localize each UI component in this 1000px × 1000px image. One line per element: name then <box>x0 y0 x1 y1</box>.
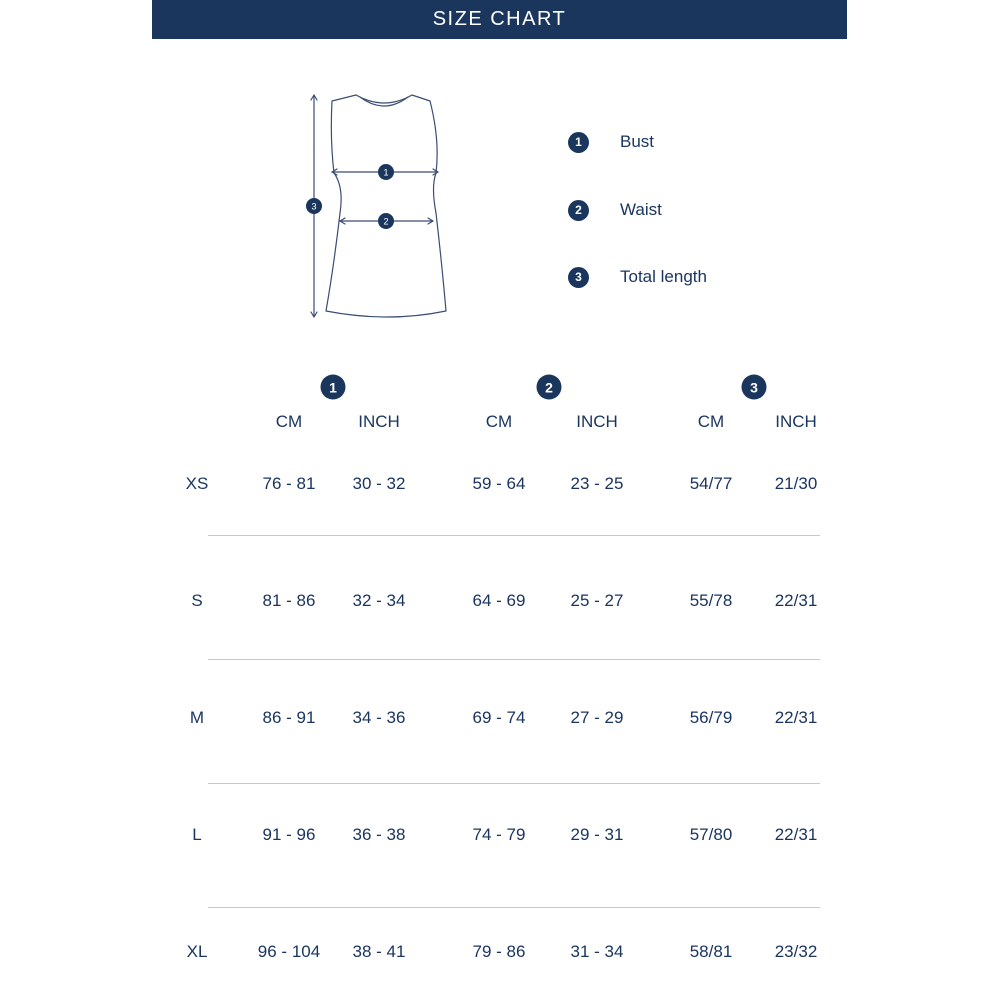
table-cell: 57/80 <box>689 825 733 844</box>
table-cell: 36 - 38 <box>352 825 406 844</box>
header-title: SIZE CHART <box>432 8 567 30</box>
table-cell: 22/31 <box>774 825 818 844</box>
size-label: XL <box>186 942 208 961</box>
legend-badge: 2 <box>568 200 589 221</box>
size-label: S <box>191 591 203 610</box>
legend-item-waist <box>568 199 662 221</box>
table-cell: 69 - 74 <box>472 708 526 727</box>
table-cell: 23 - 25 <box>570 474 624 493</box>
table-cell: 32 - 34 <box>352 591 406 610</box>
group-badge-bust: 1 <box>321 375 346 400</box>
table-cell: 81 - 86 <box>262 591 316 610</box>
table-cell: 64 - 69 <box>472 591 526 610</box>
unit-header: INCH <box>576 412 618 431</box>
size-label: L <box>192 825 202 844</box>
table-cell: 27 - 29 <box>570 708 624 727</box>
unit-header: INCH <box>775 412 817 431</box>
table-cell: 30 - 32 <box>352 474 406 493</box>
legend-label: Waist <box>620 200 662 219</box>
row-divider <box>208 535 820 536</box>
svg-text:1: 1 <box>383 167 389 178</box>
table-cell: 55/78 <box>689 591 733 610</box>
table-cell: 29 - 31 <box>570 825 624 844</box>
group-badge-waist: 2 <box>537 375 562 400</box>
unit-header: CM <box>485 412 513 431</box>
dress-outline-icon <box>300 85 460 325</box>
unit-header: CM <box>697 412 725 431</box>
svg-text:2: 2 <box>383 216 389 227</box>
table-cell: 56/79 <box>689 708 733 727</box>
table-cell: 23/32 <box>774 942 818 961</box>
legend-label: Bust <box>620 132 655 151</box>
table-cell: 58/81 <box>689 942 733 961</box>
svg-text:3: 3 <box>311 201 317 212</box>
row-divider <box>208 907 820 908</box>
row-divider <box>208 659 820 660</box>
legend-item-bust <box>568 131 655 153</box>
table-cell: 54/77 <box>689 474 733 493</box>
table-cell: 76 - 81 <box>262 474 316 493</box>
unit-header: CM <box>275 412 303 431</box>
legend-label: Total length <box>620 267 707 286</box>
table-cell: 59 - 64 <box>472 474 526 493</box>
legend-badge: 3 <box>568 267 589 288</box>
table-cell: 38 - 41 <box>352 942 406 961</box>
waist-marker <box>378 213 394 229</box>
table-cell: 31 - 34 <box>570 942 624 961</box>
table-cell: 91 - 96 <box>262 825 316 844</box>
table-cell: 79 - 86 <box>472 942 526 961</box>
table-cell: 34 - 36 <box>352 708 406 727</box>
size-label: M <box>189 708 205 727</box>
bust-marker <box>378 164 394 180</box>
legend-badge: 1 <box>568 132 589 153</box>
legend-item-total-length <box>568 266 707 288</box>
table-cell: 22/31 <box>774 708 818 727</box>
table-cell: 21/30 <box>774 474 818 493</box>
size-label: XS <box>185 474 209 493</box>
garment-diagram <box>300 85 460 325</box>
length-marker <box>306 198 322 214</box>
table-cell: 22/31 <box>774 591 818 610</box>
table-cell: 96 - 104 <box>257 942 321 961</box>
table-cell: 25 - 27 <box>570 591 624 610</box>
row-divider <box>208 783 820 784</box>
unit-header: INCH <box>358 412 400 431</box>
size-chart-header <box>152 0 847 39</box>
table-cell: 74 - 79 <box>472 825 526 844</box>
table-cell: 86 - 91 <box>262 708 316 727</box>
group-badge-length: 3 <box>742 375 767 400</box>
